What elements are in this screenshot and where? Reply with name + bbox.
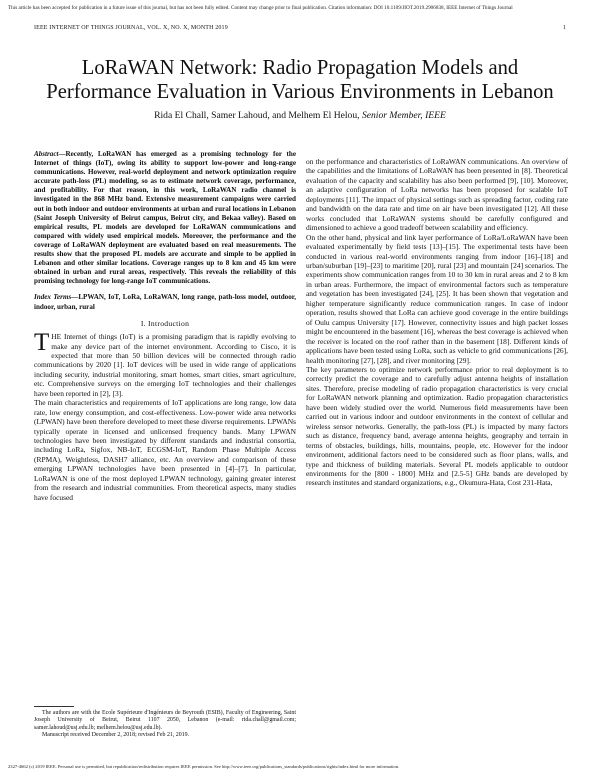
footnote-rule (34, 706, 74, 707)
manuscript-dates: Manuscript received December 2, 2018; revised Feb 21, 2019. (42, 732, 190, 739)
intro-paragraph-2: The main characteristics and requirements of IoT applications are long range, low data rate, low energy consumption, and cost-effectiveness. Low-power wide area networks (LPWAN) have been therefore developed to meet these diverse requirements. LPWANs typically operate in licensed and unlicensed frequency bands. Many LPWAN technologies have been investigated by different standards and industrial consortia, including LoRa, Sigfox, NB-IoT, ECGSM-IoT, Random Phase Multiple Access (RPMA), Weightless, DASH7 alliance, etc. An overview and comparison of these emerging LPWAN technologies have been presented in [4]–[7]. In particular, LoRaWAN is one of the most deployed LPWAN technology, gaining greater interest from the research and industrial communities. From theoretical aspects, many studies have focused (34, 398, 296, 502)
author-role: Senior Member, IEEE (361, 110, 446, 121)
abstract (34, 150, 296, 286)
index-terms-text: —LPWAN, IoT, LoRa, LoRaWAN, long range, path-loss model, outdoor, indoor, urban, rural (34, 293, 297, 311)
index-terms-lead: Index Terms (34, 293, 72, 302)
abstract-lead: Abstract (34, 150, 59, 158)
paper-title: LoRaWAN Network: Radio Propagation Models and Performance Evaluation in Various Environments in Lebanon (46, 57, 554, 103)
running-head: IEEE INTERNET OF THINGS JOURNAL, VOL. X, NO. X, MONTH 2019 (34, 25, 228, 31)
abstract-text: —Recently, LoRaWAN has emerged as a promising technology for the Internet of things (IoT), owing its ability to support low-power and long-range communications. However, real-world deployment and network optimization require accurate path-loss (PL) modeling, so as to estimate network coverage, performance, and profitability. For that reason, in this work, LoRaWAN radio channel is investigated in the 868 MHz band. Extensive measurement campaigns were carried out in both indoor and outdoor environments at urban and rural locations in Lebanon (Saint Joseph University of Beirut campus, Beirut city, and Bekaa valley). Based on empirical results, PL models are developed for LoRaWAN communications and compared with widely used empirical models. Moreover, the performance and the coverage of LoRaWAN deployment are evaluated based on real measurements. The results show that the proposed PL models are accurate and simple to be applied in Lebanon and other similar locations. Coverage ranges up to 8 km and 45 km were obtained in urban and rural areas, respectively. This reveals the reliability of this promising technology for long-range IoT communications. (34, 150, 296, 286)
right-column (306, 157, 568, 488)
intro-paragraph-1 (34, 329, 296, 398)
right-paragraph-3: The key parameters to optimize network performance prior to real deployment is to correctly predict the coverage and to carefully adjust antenna heights of installation sites. Therefore, precise modeling of radio propagation characteristics is very crucial for LoRaWAN network planning and optimization. Radio propagation characteristics have been widely studied over the world. Numerous field measurements have been carried out in various indoor and outdoor environments in the context of cellular and wireless sensor networks. Generally, the path-loss (PL) is impacted by many factors such as distance, frequency band, average antenna heights, geography and terrain in terms of obstacles, buildings, hills, mountains, people, etc. However for the indoor environment, additional factors need to be considered such as floor plans, walls, and type and thickness of building materials. Several PL models applicable to outdoor environments for the [800 - 1800] MHz and [2.5-5] GHz bands are developed by research institutes and standard organizations, e.g., Okumura-Hata, Cost 231-Hata, (306, 364, 568, 488)
index-terms (34, 293, 296, 311)
page-number: 1 (563, 25, 566, 31)
section-heading: I. Introduction (140, 318, 190, 328)
right-paragraph-1: on the performance and characteristics of LoRaWAN communications. An overview of the capabilities and the limitations of LoRaWAN has been presented in [8]. Theoretical evaluation of the capacity and scalability has also been performed [9], [10]. Moreover, an adaptive configuration of LoRa networks has been proposed for scalable IoT deployments [11]. The impact of physical settings such as spreading factor, coding rate and bandwidth on the data rate and time on air have been investigated [12]. All these works concluded that LoRaWAN systems should be carefully configured and dimensioned to achieve a good tradeoff between scalability and efficiency. (306, 157, 568, 233)
author-names: Rida El Chall, Samer Lahoud, and Melhem El Helou, (154, 110, 360, 121)
footnote (34, 710, 296, 740)
right-paragraph-2: On the other hand, physical and link layer performance of LoRa/LoRaWAN have been evaluated experimentally by field tests [13]–[15]. The experimental tests have been conducted in various real-world environments ranging from indoor [16]–[18] and urban/suburban [19]–[23] to maritime [20], rural [23] and mountain [24] scenarios. The experiments show communication ranges from 10 to 30 km in rural areas and 2 to 8 km in urban areas. Furthermore, the impact of environmental factors such as temperature and vegetation has been investigated [24], [25]. It has been shown that vegetation and higher temperature significantly reduce communication ranges. In case of indoor operation, results showed that LoRa can achieve good coverage in the entire buildings of Oulu campus University [17]. However, connectivity issues and high packet losses might be encountered in the basement [16], whereas the best coverage is achieved when the receiver is located on the roof rather than in the basement [18]. Different kinds of applications have been tested using LoRa, such as vehicle to grid communications [26], health monitoring [27], [28], and river monitoring [29]. (306, 232, 568, 365)
affiliation-footnote: The authors are with the Ecole Supérieure d'Ingénieurs de Beyrouth (ESIB), Faculty of Engineering, Saint Joseph University of Beirut, Beirut 1107 2050, Lebanon (e-mail: rida.chall@gmail.com; samer.lahoud@usj.edu.lb; melhem.helou@usj.edu.lb). (34, 710, 296, 731)
left-column (34, 150, 296, 502)
publication-notice: This article has been accepted for publication in a future issue of this journal, but has not been fully edited. Content may change prior to final publication. Citation information: DOI 10.1109/JIOT.2019.2906838, IEEE Internet of Things Journal (8, 5, 513, 11)
intro-paragraph-1-text: HE Internet of things (IoT) is a promising paradigm that is rapidly evolving to make any device part of the internet environment. According to Cisco, it is expected that more than 50 billion devices will be connected through radio communications by 2020 [1]. IoT devices will be used in wide range of applications including security, industrial monitoring, smart homes, smart cities, smart agriculture, etc. Comprehensive surveys on the emerging IoT technologies and their challenges have been reported in [2], [3]. (34, 332, 296, 398)
copyright-line: 2327-4662 (c) 2019 IEEE. Personal use is permitted, but republication/redistribution requires IEEE permission. See http://www.ieee.org/publications_standards/publications/rights/index.html for more information. (8, 764, 400, 769)
author-line (30, 110, 570, 121)
drop-cap: T (34, 329, 50, 357)
